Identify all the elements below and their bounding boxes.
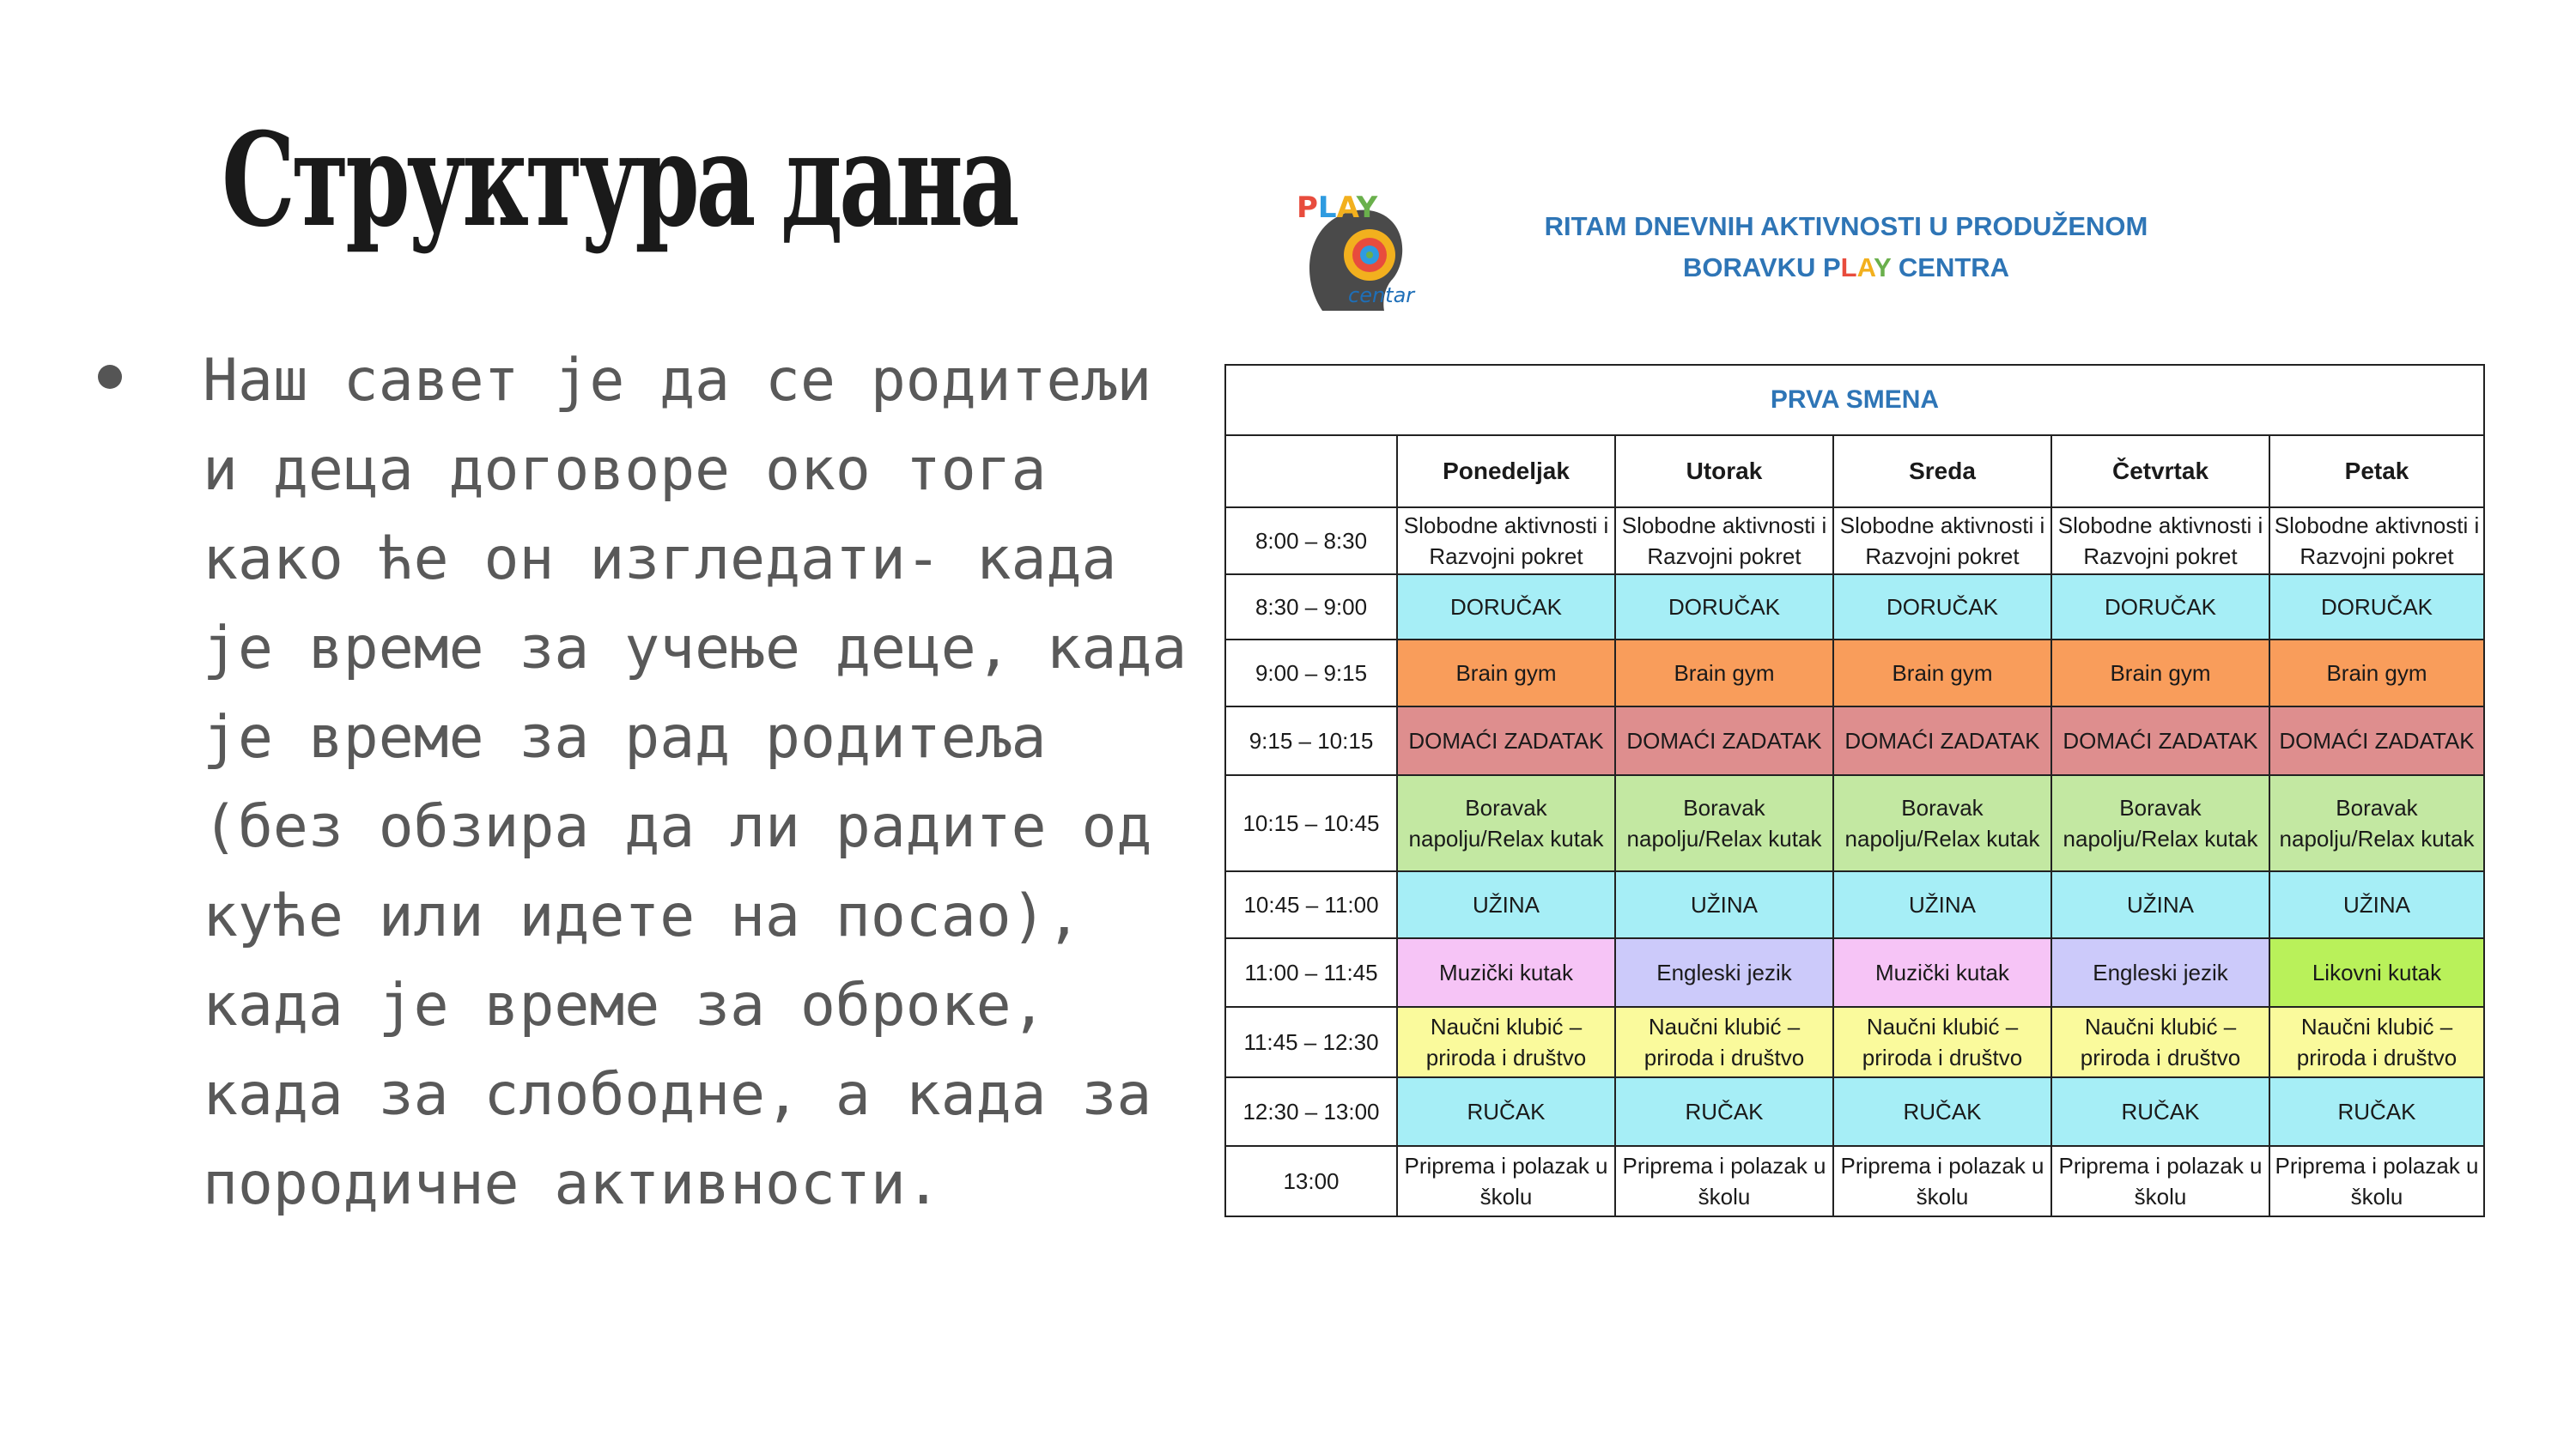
activity-cell: Naučni klubić – priroda i društvo <box>1833 1007 2051 1077</box>
time-slot: 10:15 – 10:45 <box>1225 775 1397 871</box>
shift-label: PRVA SMENA <box>1225 365 2484 435</box>
activity-cell: Brain gym <box>2051 640 2269 706</box>
activity-cell: Naučni klubić – priroda i društvo <box>1397 1007 1615 1077</box>
activity-cell: DORUČAK <box>1397 574 1615 640</box>
day-header-row <box>1225 435 2484 507</box>
activity-cell: DOMAĆI ZADATAK <box>1833 706 2051 775</box>
activity-cell: Likovni kutak <box>2269 938 2484 1007</box>
schedule-row <box>1225 574 2484 640</box>
activity-cell: Naučni klubić – priroda i društvo <box>2269 1007 2484 1077</box>
day-header: Petak <box>2269 435 2484 507</box>
time-slot: 9:15 – 10:15 <box>1225 706 1397 775</box>
activity-cell: RUČAK <box>1615 1077 1833 1146</box>
activity-cell: DORUČAK <box>1615 574 1833 640</box>
activity-cell: Brain gym <box>1833 640 2051 706</box>
activity-cell: RUČAK <box>2051 1077 2269 1146</box>
time-slot: 10:45 – 11:00 <box>1225 871 1397 938</box>
activity-cell: Brain gym <box>1615 640 1833 706</box>
activity-cell: Boravak napolju/Relax kutak <box>1615 775 1833 871</box>
activity-cell: Muzički kutak <box>1397 938 1615 1007</box>
activity-cell: Boravak napolju/Relax kutak <box>1833 775 2051 871</box>
schedule-heading-line2: BORAVKU PLAY CENTRA <box>1682 252 2010 282</box>
activity-cell: Priprema i polazak u školu <box>1397 1146 1615 1216</box>
activity-cell: DOMAĆI ZADATAK <box>1615 706 1833 775</box>
activity-cell: Slobodne aktivnosti i Razvojni pokret <box>1833 507 2051 574</box>
logo-centar-text: centar <box>1348 283 1415 307</box>
activity-cell: Priprema i polazak u školu <box>1615 1146 1833 1216</box>
schedule-heading <box>1511 206 2181 288</box>
schedule-row <box>1225 1007 2484 1077</box>
activity-cell: Slobodne aktivnosti i Razvojni pokret <box>2051 507 2269 574</box>
activity-cell: DORUČAK <box>2051 574 2269 640</box>
activity-cell: DORUČAK <box>1833 574 2051 640</box>
schedule-row <box>1225 1146 2484 1216</box>
schedule-row <box>1225 775 2484 871</box>
day-header: Utorak <box>1615 435 1833 507</box>
activity-cell: Naučni klubić – priroda i društvo <box>1615 1007 1833 1077</box>
day-header: Ponedeljak <box>1397 435 1615 507</box>
time-slot: 8:00 – 8:30 <box>1225 507 1397 574</box>
activity-cell: Slobodne aktivnosti i Razvojni pokret <box>2269 507 2484 574</box>
activity-cell: Priprema i polazak u školu <box>2051 1146 2269 1216</box>
bullet-text: Наш савет је да се родитељи и деца договоре око тога како ће он изгледати- када је време за учење деце, када је време за рад родитеља (без обзира да ли радите од куће или идете на посао), када је време за оброке, када за слободне, а када за породичне активности. <box>203 347 1188 1218</box>
schedule-heading-line1: RITAM DNEVNIH AKTIVNOSTI U PRODUŽENOM <box>1544 211 2148 241</box>
time-slot: 12:30 – 13:00 <box>1225 1077 1397 1146</box>
activity-cell: UŽINA <box>1833 871 2051 938</box>
activity-cell: RUČAK <box>1833 1077 2051 1146</box>
activity-cell: Slobodne aktivnosti i Razvojni pokret <box>1615 507 1833 574</box>
time-slot: 11:00 – 11:45 <box>1225 938 1397 1007</box>
activity-cell: RUČAK <box>2269 1077 2484 1146</box>
schedule-row <box>1225 938 2484 1007</box>
schedule-row <box>1225 640 2484 706</box>
corner-cell <box>1225 435 1397 507</box>
schedule-row <box>1225 706 2484 775</box>
day-header: Sreda <box>1833 435 2051 507</box>
schedule-row <box>1225 871 2484 938</box>
activity-cell: DOMAĆI ZADATAK <box>2051 706 2269 775</box>
activity-cell: Muzički kutak <box>1833 938 2051 1007</box>
time-slot: 8:30 – 9:00 <box>1225 574 1397 640</box>
activity-cell: Boravak napolju/Relax kutak <box>2051 775 2269 871</box>
schedule-row <box>1225 1077 2484 1146</box>
activity-cell: Engleski jezik <box>2051 938 2269 1007</box>
activity-cell: UŽINA <box>1615 871 1833 938</box>
activity-cell: Boravak napolju/Relax kutak <box>1397 775 1615 871</box>
activity-cell: UŽINA <box>1397 871 1615 938</box>
activity-cell: Slobodne aktivnosti i Razvojni pokret <box>1397 507 1615 574</box>
activity-cell: Naučni klubić – priroda i društvo <box>2051 1007 2269 1077</box>
activity-cell: Engleski jezik <box>1615 938 1833 1007</box>
time-slot: 9:00 – 9:15 <box>1225 640 1397 706</box>
activity-cell: Priprema i polazak u školu <box>1833 1146 2051 1216</box>
activity-cell: RUČAK <box>1397 1077 1615 1146</box>
bullet-dot-icon <box>98 365 122 389</box>
activity-cell: Brain gym <box>2269 640 2484 706</box>
logo-play-text: PLAY <box>1297 191 1378 225</box>
day-header: Četvrtak <box>2051 435 2269 507</box>
activity-cell: Priprema i polazak u školu <box>2269 1146 2484 1216</box>
slide-title: Структура дана <box>222 105 1017 256</box>
activity-cell: UŽINA <box>2051 871 2269 938</box>
time-slot: 11:45 – 12:30 <box>1225 1007 1397 1077</box>
activity-cell: DORUČAK <box>2269 574 2484 640</box>
schedule-table <box>1224 364 2485 1217</box>
activity-cell: Boravak napolju/Relax kutak <box>2269 775 2484 871</box>
activity-cell: Brain gym <box>1397 640 1615 706</box>
schedule-row <box>1225 507 2484 574</box>
activity-cell: UŽINA <box>2269 871 2484 938</box>
time-slot: 13:00 <box>1225 1146 1397 1216</box>
activity-cell: DOMAĆI ZADATAK <box>2269 706 2484 775</box>
activity-cell: DOMAĆI ZADATAK <box>1397 706 1615 775</box>
